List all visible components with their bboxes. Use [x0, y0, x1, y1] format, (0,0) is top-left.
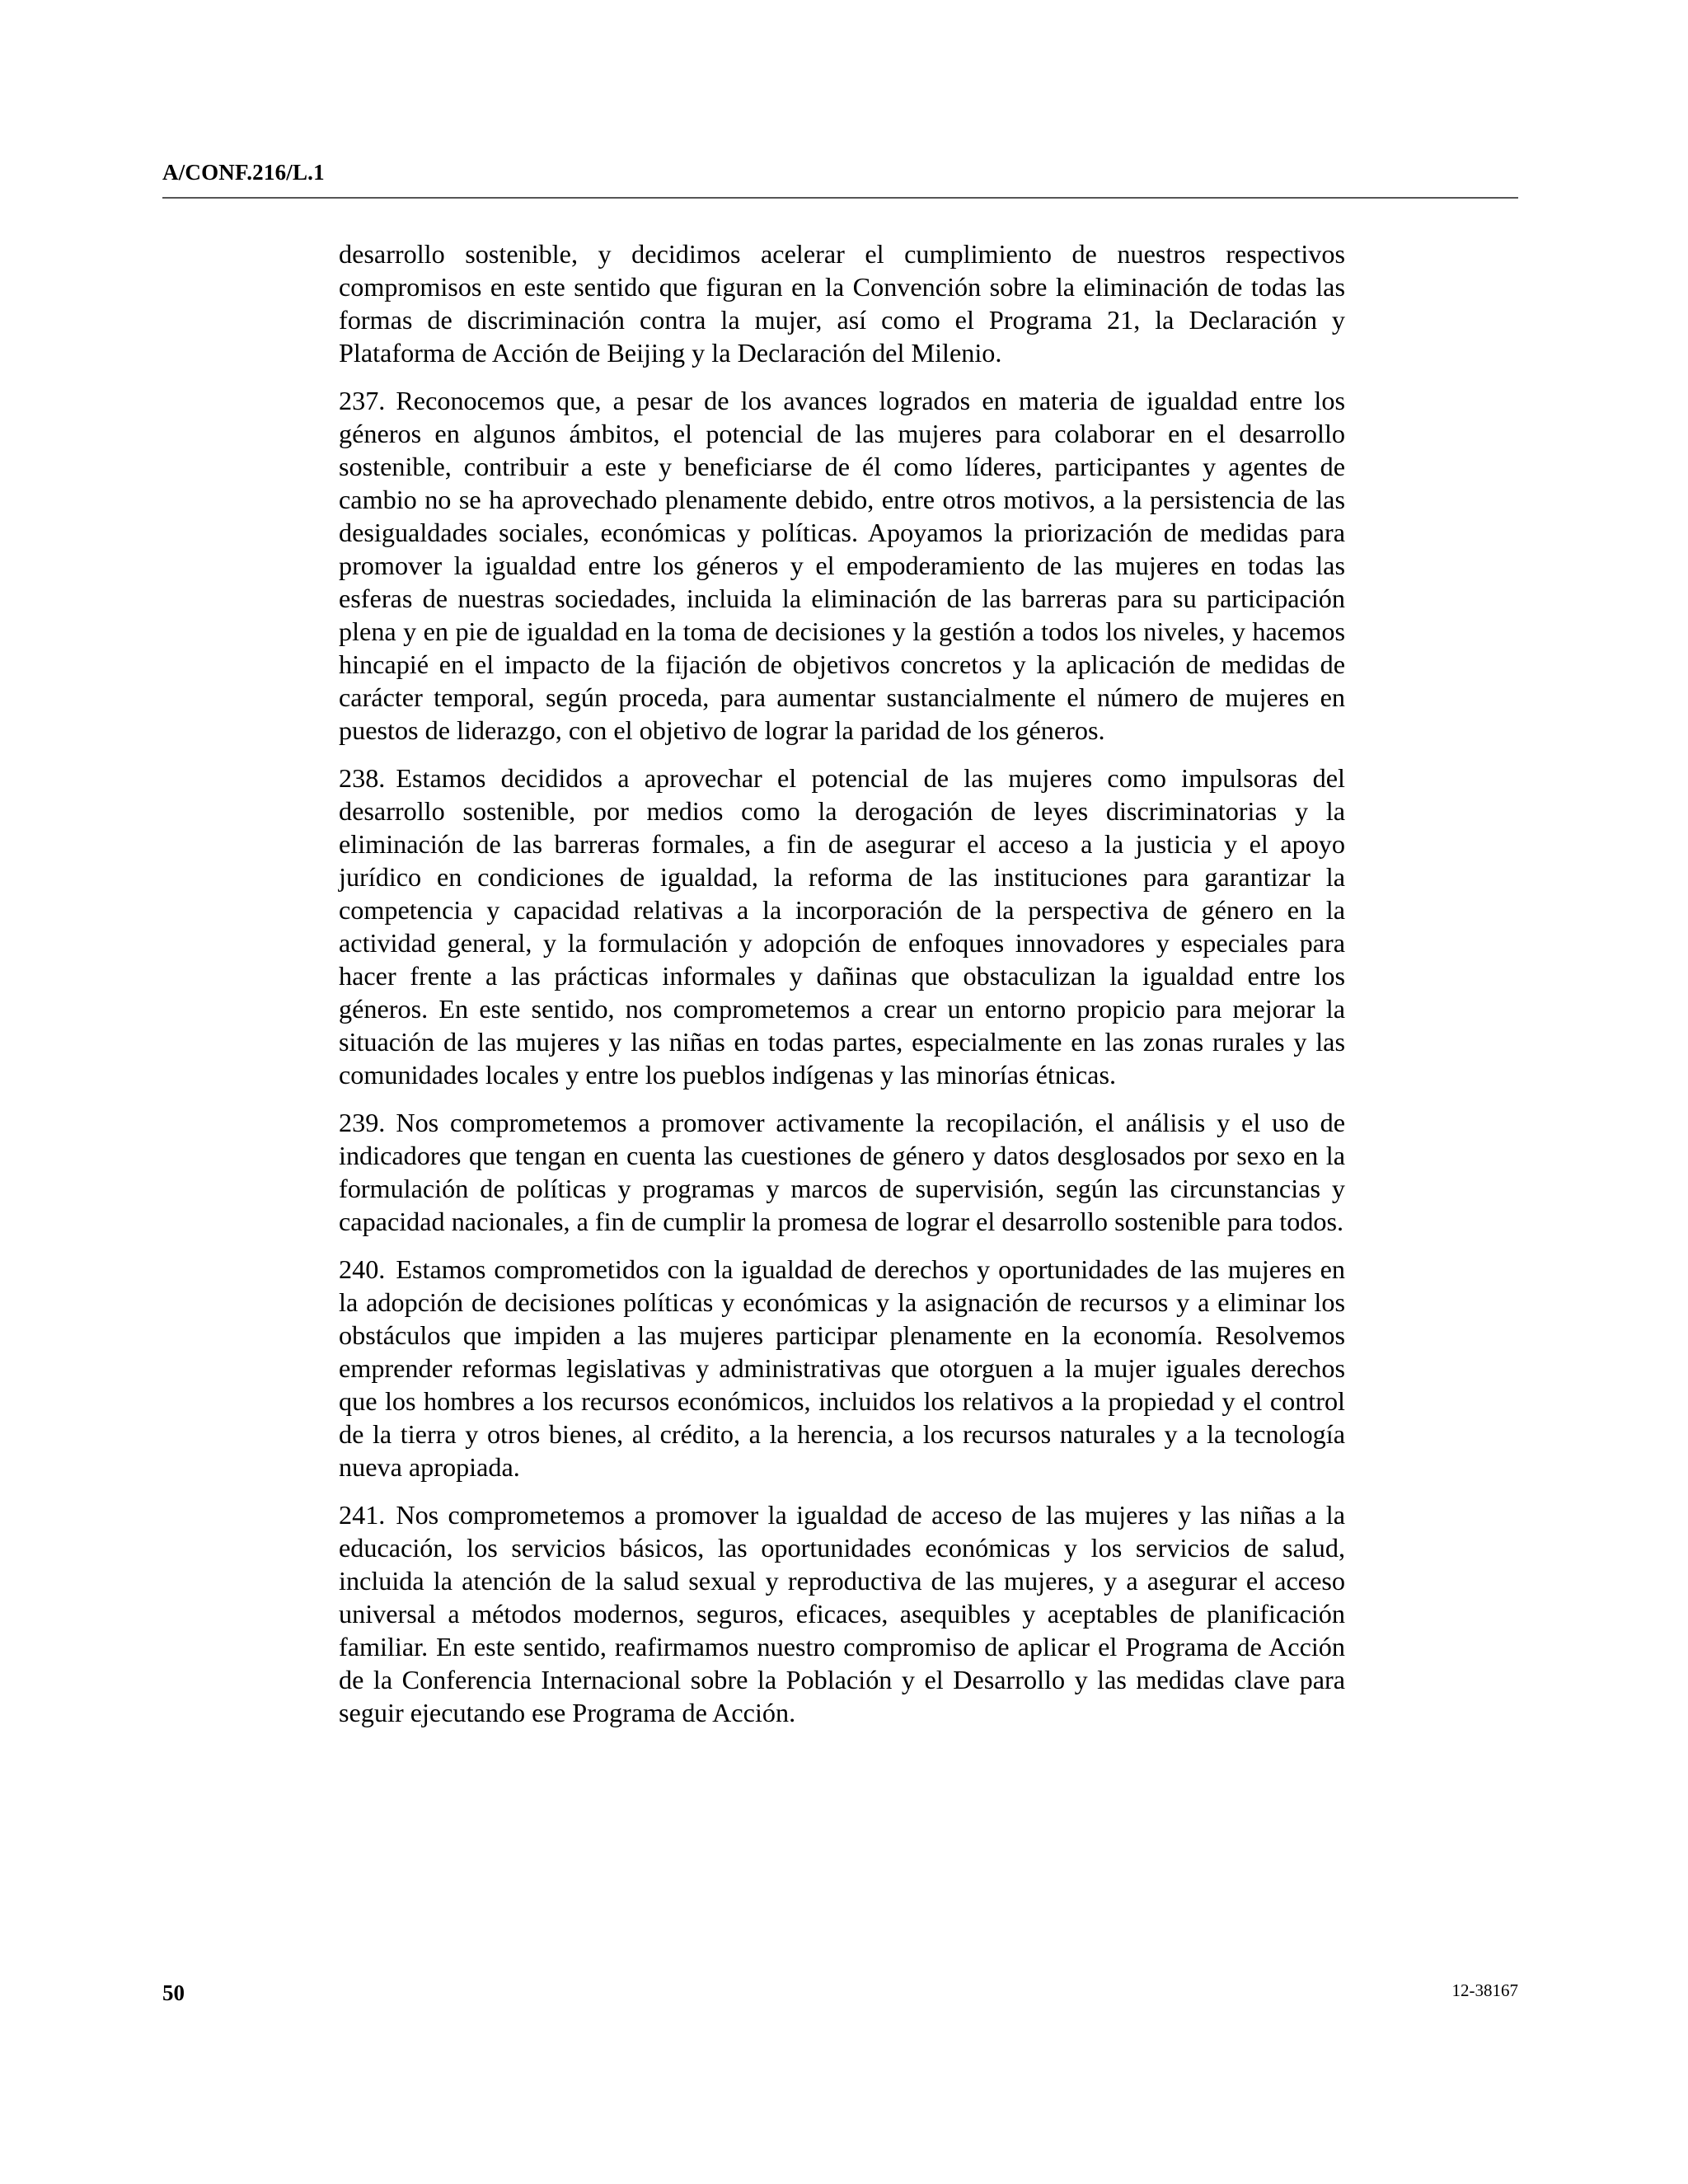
paragraph-number: 237.	[339, 386, 386, 415]
document-code: 12-38167	[1451, 1980, 1518, 2000]
paragraph-text: Nos comprometemos a promover activamente la recopilación, el análisis y el uso de indicadores que tengan en cuenta las cuestiones de género y datos desglosados por sexo en la formulación de políticas y programas y marcos de supervisión, según las circunstancias y capacidad nacionales, a fin de cumplir la promesa de lograr el desarrollo sostenible para todos.	[339, 1108, 1345, 1236]
paragraph-number: 239.	[339, 1108, 386, 1137]
paragraph-text: Estamos decididos a aprovechar el potencial de las mujeres como impulsoras del desarrollo sostenible, por medios como la derogación de leyes discriminatorias y la eliminación de las barreras formales, a fin de asegurar el acceso a la justicia y el apoyo jurídico en condiciones de igualdad, la reforma de las instituciones para garantizar la competencia y capacidad relativas a la incorporación de la perspectiva de género en la actividad general, y la formulación y adopción de enfoques innovadores y especiales para hacer frente a las prácticas informales y dañinas que obstaculizan la igualdad entre los géneros. En este sentido, nos comprometemos a crear un entorno propicio para mejorar la situación de las mujeres y las niñas en todas partes, especialmente en las zonas rurales y las comunidades locales y entre los pueblos indígenas y las minorías étnicas.	[339, 763, 1345, 1090]
paragraph-241	[339, 1498, 1345, 1729]
paragraph-text: Estamos comprometidos con la igualdad de derechos y oportunidades de las mujeres en la adopción de decisiones políticas y económicas y la asignación de recursos y a eliminar los obstáculos que impiden a las mujeres participar plenamente en la economía. Resolvemos emprender reformas legislativas y administrativas que otorguen a la mujer iguales derechos que los hombres a los recursos económicos, incluidos los relativos a la propiedad y el control de la tierra y otros bienes, al crédito, a la herencia, a los recursos naturales y a la tecnología nueva apropiada.	[339, 1254, 1345, 1482]
paragraph-240	[339, 1253, 1345, 1483]
paragraph-238	[339, 762, 1345, 1091]
paragraph-237	[339, 384, 1345, 747]
document-symbol: A/CONF.216/L.1	[162, 160, 325, 185]
paragraph-number: 240.	[339, 1254, 386, 1284]
paragraph-239	[339, 1106, 1345, 1238]
paragraph-text: desarrollo sostenible, y decidimos acelerar el cumplimiento de nuestros respectivos compromisos en este sentido que figuran en la Convención sobre la eliminación de todas las formas de discriminación contra la mujer, así como el Programa 21, la Declaración y Plataforma de Acción de Beijing y la Declaración del Milenio.	[339, 239, 1345, 368]
paragraph-number: 238.	[339, 763, 386, 793]
header-divider	[162, 197, 1518, 199]
paragraph-continuation	[339, 237, 1345, 369]
paragraph-number: 241.	[339, 1500, 386, 1530]
paragraph-text: Nos comprometemos a promover la igualdad de acceso de las mujeres y las niñas a la educación, los servicios básicos, las oportunidades económicas y los servicios de salud, incluida la atención de la salud sexual y reproductiva de las mujeres, y a asegurar el acceso universal a métodos modernos, seguros, eficaces, asequibles y aceptables de planificación familiar. En este sentido, reafirmamos nuestro compromiso de aplicar el Programa de Acción de la Conferencia Internacional sobre la Población y el Desarrollo y las medidas clave para seguir ejecutando ese Programa de Acción.	[339, 1500, 1345, 1727]
document-body	[339, 237, 1345, 1744]
paragraph-text: Reconocemos que, a pesar de los avances logrados en materia de igualdad entre los géneros en algunos ámbitos, el potencial de las mujeres para colaborar en el desarrollo sostenible, contribuir a este y beneficiarse de él como líderes, participantes y agentes de cambio no se ha aprovechado plenamente debido, entre otros motivos, a la persistencia de las desigualdades sociales, económicas y políticas. Apoyamos la priorización de medidas para promover la igualdad entre los géneros y el empoderamiento de las mujeres en todas las esferas de nuestras sociedades, incluida la eliminación de las barreras para su participación plena y en pie de igualdad en la toma de decisiones y la gestión a todos los niveles, y hacemos hincapié en el impacto de la fijación de objetivos concretos y la aplicación de medidas de carácter temporal, según proceda, para aumentar sustancialmente el número de mujeres en puestos de liderazgo, con el objetivo de lograr la paridad de los géneros.	[339, 386, 1345, 745]
page-number: 50	[162, 1980, 185, 2005]
